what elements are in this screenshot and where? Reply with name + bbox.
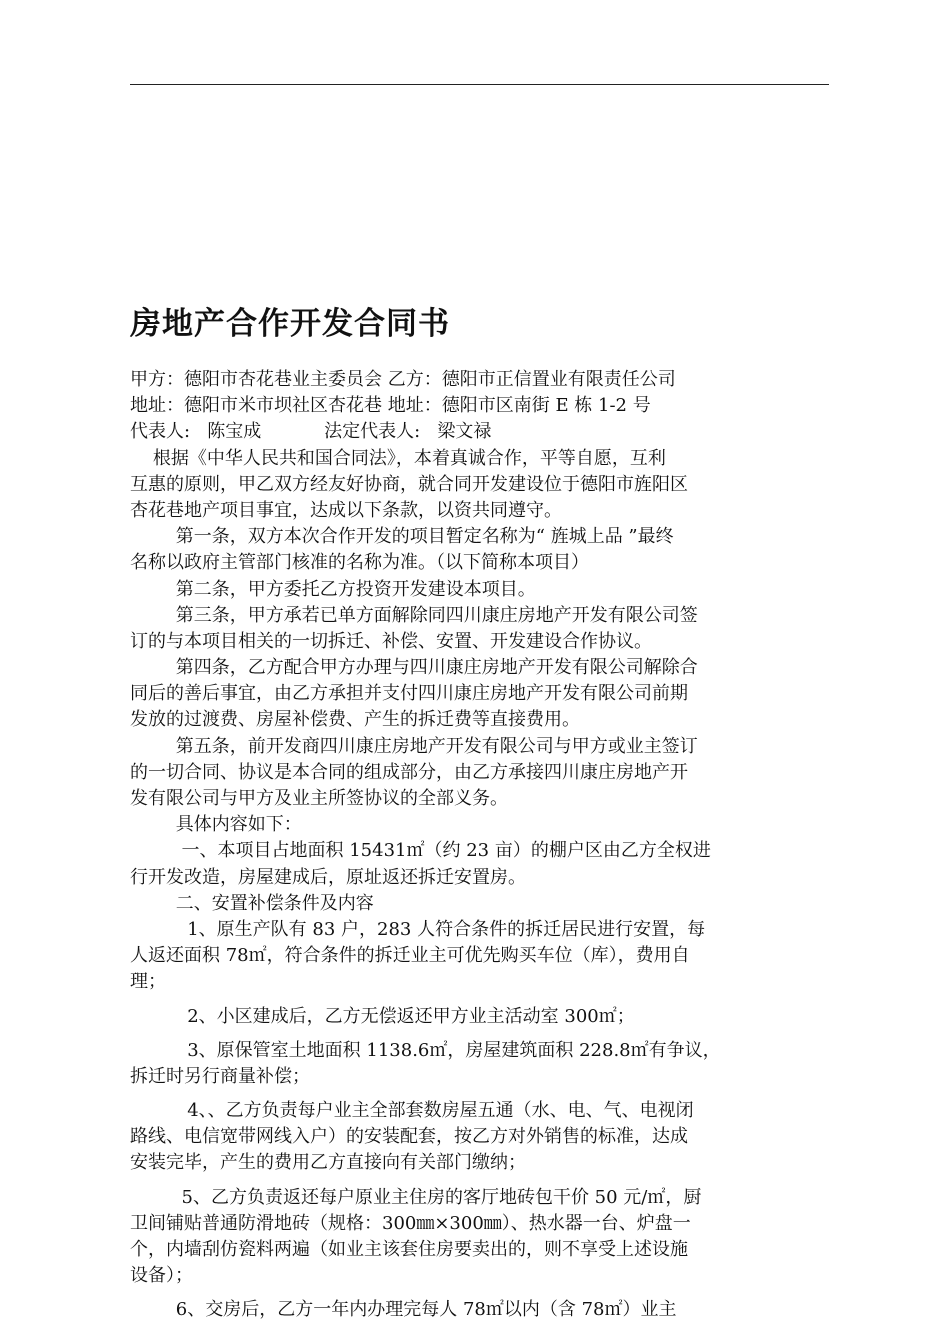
article-line: 第二条，甲方委托乙方投资开发建设本项目。 <box>130 578 536 600</box>
clause-line: 3、原保管室土地面积 1138.6㎡，房屋建筑面积 228.8㎡有争议， <box>130 1039 721 1061</box>
clause-line: 1、原生产队有 83 户，283 人符合条件的拆迁居民进行安置，每 <box>130 918 706 940</box>
section-heading: 二、安置补偿条件及内容 <box>130 892 374 914</box>
clause-line: 一、本项目占地面积 15431㎡（约 23 亩）的棚户区由乙方全权进 <box>130 840 711 862</box>
clause-line: 卫间铺贴普通防滑地砖（规格：300㎜×300㎜）、热水器一台、炉盘一 <box>130 1212 691 1234</box>
article-line: 名称以政府主管部门核准的名称为准。（以下简称本项目） <box>130 552 589 574</box>
document-body <box>130 367 830 1324</box>
clause-line: 6、交房后，乙方一年内办理完每人 78㎡以内（含 78㎡）业主 <box>130 1299 677 1321</box>
article-line: 第三条，甲方承若已单方面解除同四川康庄房地产开发有限公司签 <box>130 604 698 626</box>
clause-line: 个，内墙刮仿瓷料两遍（如业主该套住房要卖出的，则不享受上述设施 <box>130 1239 688 1260</box>
representative-line: 代表人: 陈宝成 法定代表人: 梁文禄 <box>130 421 492 443</box>
article-line: 的一切合同、协议是本合同的组成部分，由乙方承接四川康庄房地产开 <box>130 761 688 783</box>
article-line: 发有限公司与甲方及业主所签协议的全部义务。 <box>130 788 508 809</box>
document-title: 房地产合作开发合同书 <box>130 306 450 342</box>
preamble-line: 根据《中华人民共和国合同法》，本着真诚合作，平等自愿，互利 <box>130 447 666 469</box>
clause-line: 5、乙方负责返还每户原业主住房的客厅地砖包干价 50 元/㎡，厨 <box>130 1186 702 1208</box>
preamble-line: 互惠的原则，甲乙双方经友好协商，就合同开发建设位于德阳市旌阳区 <box>130 473 688 495</box>
clause-line: 4、、乙方负责每户业主全部套数房屋五通（水、电、气、电视闭 <box>130 1100 694 1122</box>
clause-line: 行开发改造，房屋建成后，原址返还拆迁安置房。 <box>130 866 526 888</box>
article-line: 订的与本项目相关的一切拆迁、补偿、安置、开发建设合作协议。 <box>130 630 652 652</box>
address-line: 地址：德阳市米市坝社区杏花巷 地址：德阳市区南街 E 栋 1-2 号 <box>130 395 651 417</box>
article-line: 第四条，乙方配合甲方办理与四川康庄房地产开发有限公司解除合 <box>130 657 698 679</box>
clause-line: 拆迁时另行商量补偿； <box>130 1065 310 1087</box>
party-line: 甲方：德阳市杏花巷业主委员会 乙方：德阳市正信置业有限责任公司 <box>130 369 676 390</box>
header-rule <box>130 84 829 85</box>
article-line: 发放的过渡费、房屋补偿费、产生的拆迁费等直接费用。 <box>130 709 580 731</box>
article-line: 同后的善后事宜，由乙方承担并支付四川康庄房地产开发有限公司前期 <box>130 683 688 705</box>
clause-line: 2、小区建成后，乙方无偿返还甲方业主活动室 300㎡； <box>130 1005 635 1027</box>
clause-line: 路线、电信宽带网线入户）的安装配套，按乙方对外销售的标准，达成 <box>130 1126 688 1148</box>
section-heading: 具体内容如下： <box>130 814 302 836</box>
clause-line: 设备）； <box>130 1265 193 1287</box>
clause-line: 人返还面积 78㎡，符合条件的拆迁业主可优先购买车位（库），费用自 <box>130 945 690 967</box>
article-line: 第一条，双方本次合作开发的项目暂定名称为“ 旌城上品 ”最终 <box>130 526 674 548</box>
clause-line: 安装完毕，产生的费用乙方直接向有关部门缴纳； <box>130 1152 526 1174</box>
article-line: 第五条，前开发商四川康庄房地产开发有限公司与甲方或业主签订 <box>130 735 698 757</box>
preamble-line: 杏花巷地产项目事宜，达成以下条款，以资共同遵守。 <box>130 499 562 521</box>
clause-line: 理； <box>130 971 166 993</box>
